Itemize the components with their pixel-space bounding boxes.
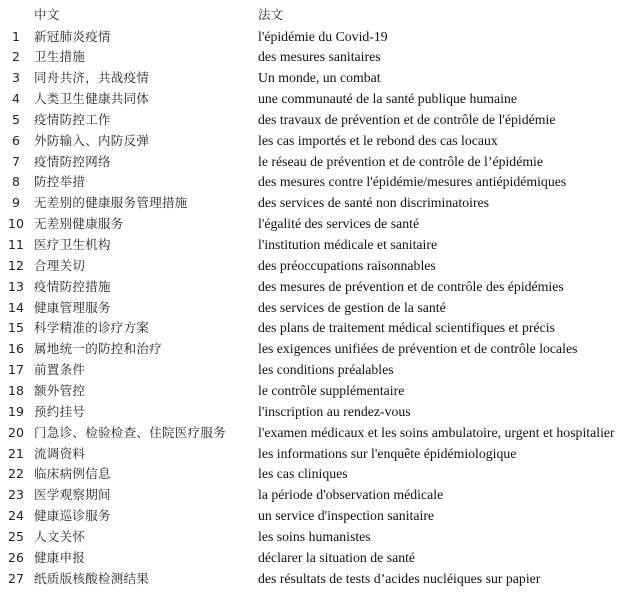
french-term: les cas importés et le rebond des cas locaux bbox=[258, 132, 498, 148]
chinese-term: 疫情防控网络 bbox=[34, 153, 111, 169]
table-row bbox=[0, 338, 631, 359]
chinese-term: 前置条件 bbox=[34, 362, 86, 378]
chinese-term: 疫情防控工作 bbox=[34, 111, 111, 127]
row-number: 2 bbox=[12, 49, 20, 65]
chinese-term: 纸质版核酸检测结果 bbox=[34, 570, 150, 586]
row-number: 6 bbox=[12, 132, 20, 148]
french-term: l'examen médicaux et les soins ambulatoire, urgent et hospitalier bbox=[258, 424, 615, 440]
row-number: 11 bbox=[8, 237, 24, 252]
row-number: 25 bbox=[8, 528, 24, 544]
row-number: 1 bbox=[12, 28, 20, 44]
chinese-term: 合理关切 bbox=[34, 257, 86, 273]
chinese-term: 同舟共济，共战疫情 bbox=[34, 70, 150, 86]
chinese-term: 卫生措施 bbox=[34, 49, 86, 65]
table-row bbox=[0, 46, 631, 67]
french-term: des services de santé non discriminatoires bbox=[258, 195, 490, 211]
french-term: les informations sur l'enquête épidémiologique bbox=[258, 445, 517, 461]
chinese-term: 属地统一的防控和治疗 bbox=[34, 341, 163, 357]
table-row bbox=[0, 276, 631, 297]
french-term: les exigences unifiées de prévention et de contrôle locales bbox=[258, 341, 578, 357]
row-number: 9 bbox=[12, 195, 20, 211]
table-row bbox=[0, 401, 631, 422]
row-number: 8 bbox=[12, 174, 20, 190]
french-term: des mesures contre l'épidémie/mesures antiépidémiques bbox=[258, 174, 567, 190]
chinese-term: 临床病例信息 bbox=[34, 466, 111, 482]
table-row bbox=[0, 568, 631, 589]
row-number: 4 bbox=[12, 91, 20, 107]
french-term: des plans de traitement médical scientifiques et précis bbox=[258, 320, 555, 336]
table-row bbox=[0, 151, 631, 172]
chinese-term: 人文关怀 bbox=[34, 528, 86, 544]
table-row bbox=[0, 130, 631, 151]
header-chinese: 中文 bbox=[34, 7, 60, 22]
row-number: 13 bbox=[8, 278, 24, 294]
row-number: 3 bbox=[12, 70, 20, 86]
french-term: les soins humanistes bbox=[258, 528, 371, 544]
french-term: l'épidémie du Covid-19 bbox=[258, 28, 388, 44]
chinese-term: 疫情防控措施 bbox=[34, 278, 111, 294]
french-term: une communauté de la santé publique humaine bbox=[258, 91, 517, 107]
table-header bbox=[0, 4, 631, 25]
french-term: des préoccupations raisonnables bbox=[258, 257, 436, 273]
chinese-term: 预约挂号 bbox=[34, 403, 86, 419]
table-row bbox=[0, 505, 631, 526]
chinese-term: 门急诊、检验检查、住院医疗服务 bbox=[34, 424, 227, 440]
chinese-term: 外防输入、内防反弹 bbox=[34, 132, 150, 148]
table-row bbox=[0, 234, 631, 255]
chinese-term: 额外管控 bbox=[34, 382, 86, 398]
french-term: les conditions préalables bbox=[258, 362, 394, 378]
french-term: des mesures sanitaires bbox=[258, 49, 381, 65]
table-row bbox=[0, 359, 631, 380]
french-term: les cas cliniques bbox=[258, 466, 348, 482]
table-row bbox=[0, 213, 631, 234]
chinese-term: 无差别的健康服务管理措施 bbox=[34, 195, 188, 211]
chinese-term: 医疗卫生机构 bbox=[34, 237, 111, 252]
row-number: 16 bbox=[8, 341, 24, 357]
french-term: la période d'observation médicale bbox=[258, 487, 444, 503]
french-term: l'égalité des services de santé bbox=[258, 216, 420, 232]
table-row bbox=[0, 192, 631, 213]
row-number: 12 bbox=[8, 257, 24, 273]
table-row bbox=[0, 380, 631, 401]
row-number: 27 bbox=[8, 570, 24, 586]
row-number: 23 bbox=[8, 487, 24, 503]
french-term: Un monde, un combat bbox=[258, 70, 381, 86]
table-row bbox=[0, 317, 631, 338]
table-row bbox=[0, 484, 631, 505]
table-row bbox=[0, 526, 631, 547]
french-term: l'inscription au rendez-vous bbox=[258, 403, 411, 419]
table-row bbox=[0, 67, 631, 88]
row-number: 19 bbox=[8, 403, 24, 419]
table-row bbox=[0, 26, 631, 47]
french-term: des mesures de prévention et de contrôle des épidémies bbox=[258, 278, 564, 294]
chinese-term: 健康申报 bbox=[34, 549, 86, 565]
french-term: le réseau de prévention et de contrôle de l’épidémie bbox=[258, 153, 544, 169]
chinese-term: 新冠肺炎疫情 bbox=[34, 28, 111, 44]
chinese-term: 科学精准的诊疗方案 bbox=[34, 320, 150, 336]
table-row bbox=[0, 88, 631, 109]
french-term: des services de gestion de la santé bbox=[258, 299, 446, 315]
french-term: des travaux de prévention et de contrôle de l'épidémie bbox=[258, 111, 556, 127]
row-number: 24 bbox=[8, 508, 24, 524]
table-row bbox=[0, 109, 631, 130]
row-number: 21 bbox=[8, 445, 24, 461]
row-number: 10 bbox=[8, 216, 24, 232]
row-number: 26 bbox=[8, 549, 24, 565]
chinese-term: 无差别健康服务 bbox=[34, 216, 124, 232]
table-row bbox=[0, 463, 631, 484]
row-number: 17 bbox=[8, 362, 24, 378]
row-number: 14 bbox=[8, 299, 24, 315]
chinese-term: 流调资料 bbox=[34, 445, 86, 461]
header-french: 法文 bbox=[258, 7, 284, 22]
row-number: 5 bbox=[12, 111, 20, 127]
french-term: déclarer la situation de santé bbox=[258, 549, 416, 565]
table-row bbox=[0, 255, 631, 276]
french-term: un service d'inspection sanitaire bbox=[258, 508, 435, 524]
table-row bbox=[0, 443, 631, 464]
table-row bbox=[0, 297, 631, 318]
chinese-term: 健康巡诊服务 bbox=[34, 508, 111, 524]
table-row bbox=[0, 547, 631, 568]
row-number: 22 bbox=[8, 466, 24, 482]
row-number: 20 bbox=[8, 424, 24, 440]
chinese-term: 医学观察期间 bbox=[34, 487, 111, 503]
row-number: 7 bbox=[12, 153, 20, 169]
french-term: le contrôle supplémentaire bbox=[258, 382, 405, 398]
row-number: 15 bbox=[8, 320, 24, 336]
chinese-term: 健康管理服务 bbox=[34, 299, 111, 315]
chinese-term: 防控举措 bbox=[34, 174, 86, 190]
chinese-term: 人类卫生健康共同体 bbox=[34, 91, 150, 107]
table-row bbox=[0, 422, 631, 443]
french-term: l'institution médicale et sanitaire bbox=[258, 237, 438, 252]
table-row bbox=[0, 171, 631, 192]
french-term: des résultats de tests d’acides nucléiques sur papier bbox=[258, 570, 541, 586]
row-number: 18 bbox=[8, 382, 24, 398]
